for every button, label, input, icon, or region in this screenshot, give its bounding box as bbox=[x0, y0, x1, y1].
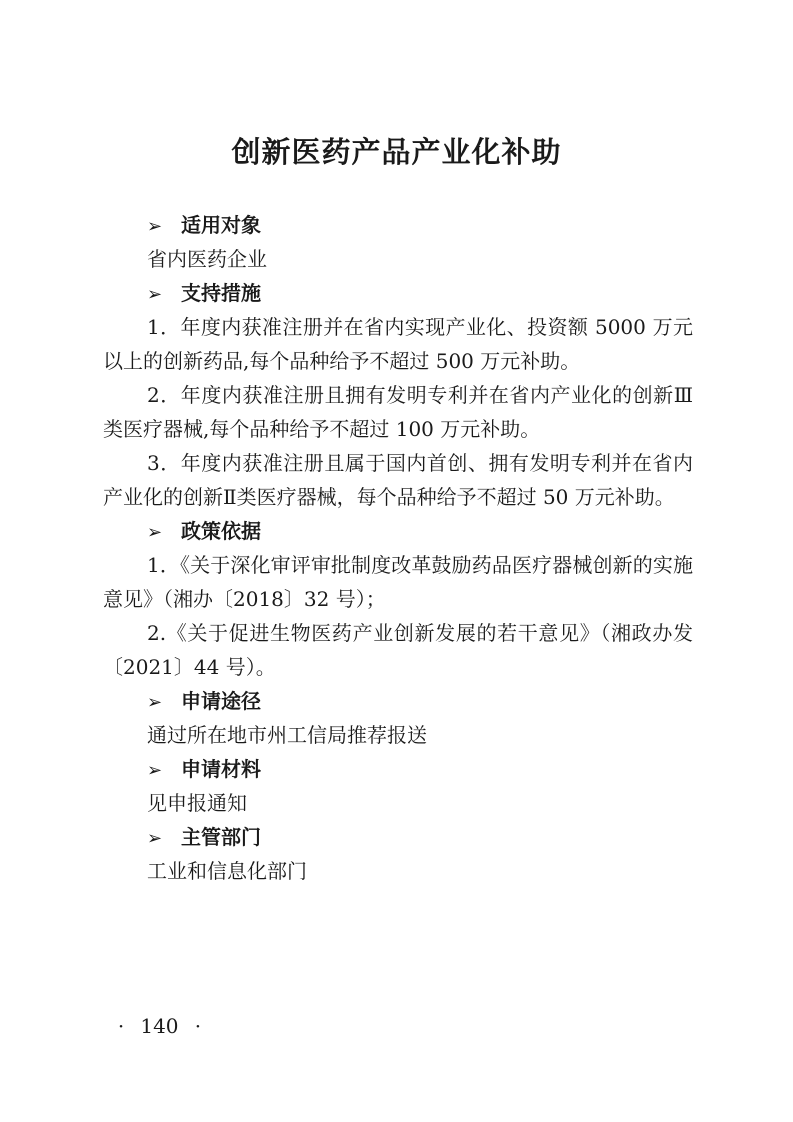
section-heading-label: 支持措施 bbox=[181, 281, 261, 305]
materials-text: 见申报通知 bbox=[147, 791, 247, 815]
section-heading-label: 政策依据 bbox=[181, 519, 261, 543]
arrow-bullet-icon: ➢ bbox=[147, 828, 163, 849]
section-heading-label: 申请途径 bbox=[181, 689, 261, 713]
section-heading-support bbox=[103, 276, 693, 310]
arrow-bullet-icon: ➢ bbox=[147, 760, 163, 781]
support-item-1: 1．年度内获准注册并在省内实现产业化、投资额 5000 万元以上的创新药品,每个品种给予不超过 500 万元补助。 bbox=[103, 315, 693, 373]
section-heading-basis bbox=[103, 514, 693, 548]
arrow-bullet-icon: ➢ bbox=[147, 692, 163, 713]
channel-text: 通过所在地市州工信局推荐报送 bbox=[147, 723, 427, 747]
department-text: 工业和信息化部门 bbox=[147, 859, 307, 883]
section-heading-department bbox=[103, 820, 693, 854]
section-heading-label: 申请材料 bbox=[181, 757, 261, 781]
section-heading-materials bbox=[103, 752, 693, 786]
basis-item-2: 2.《关于促进生物医药产业创新发展的若干意见》（湘政办发〔2021〕44 号）。 bbox=[103, 621, 693, 679]
footer-dot-left: · bbox=[117, 1014, 125, 1038]
support-item-3: 3．年度内获准注册且属于国内首创、拥有发明专利并在省内产业化的创新Ⅱ类医疗器械，每个品种给予不超过 50 万元补助。 bbox=[103, 451, 693, 509]
document-body bbox=[103, 208, 693, 888]
section-heading-label: 适用对象 bbox=[181, 213, 261, 237]
page-number: 140 bbox=[140, 1014, 179, 1038]
support-item-2: 2．年度内获准注册且拥有发明专利并在省内产业化的创新Ⅲ类医疗器械,每个品种给予不超过 100 万元补助。 bbox=[103, 383, 693, 441]
section-heading-channel bbox=[103, 684, 693, 718]
footer-dot-right: · bbox=[194, 1014, 202, 1038]
section-heading-label: 主管部门 bbox=[181, 825, 261, 849]
arrow-bullet-icon: ➢ bbox=[147, 284, 163, 305]
page-footer bbox=[108, 1014, 211, 1038]
arrow-bullet-icon: ➢ bbox=[147, 216, 163, 237]
section-heading-target bbox=[103, 208, 693, 242]
target-text: 省内医药企业 bbox=[147, 247, 267, 271]
basis-item-1: 1．《关于深化审评审批制度改革鼓励药品医疗器械创新的实施意见》（湘办〔2018〕32 号）； bbox=[103, 553, 693, 611]
arrow-bullet-icon: ➢ bbox=[147, 522, 163, 543]
page-title: 创新医药产品产业化补助 bbox=[231, 135, 562, 169]
